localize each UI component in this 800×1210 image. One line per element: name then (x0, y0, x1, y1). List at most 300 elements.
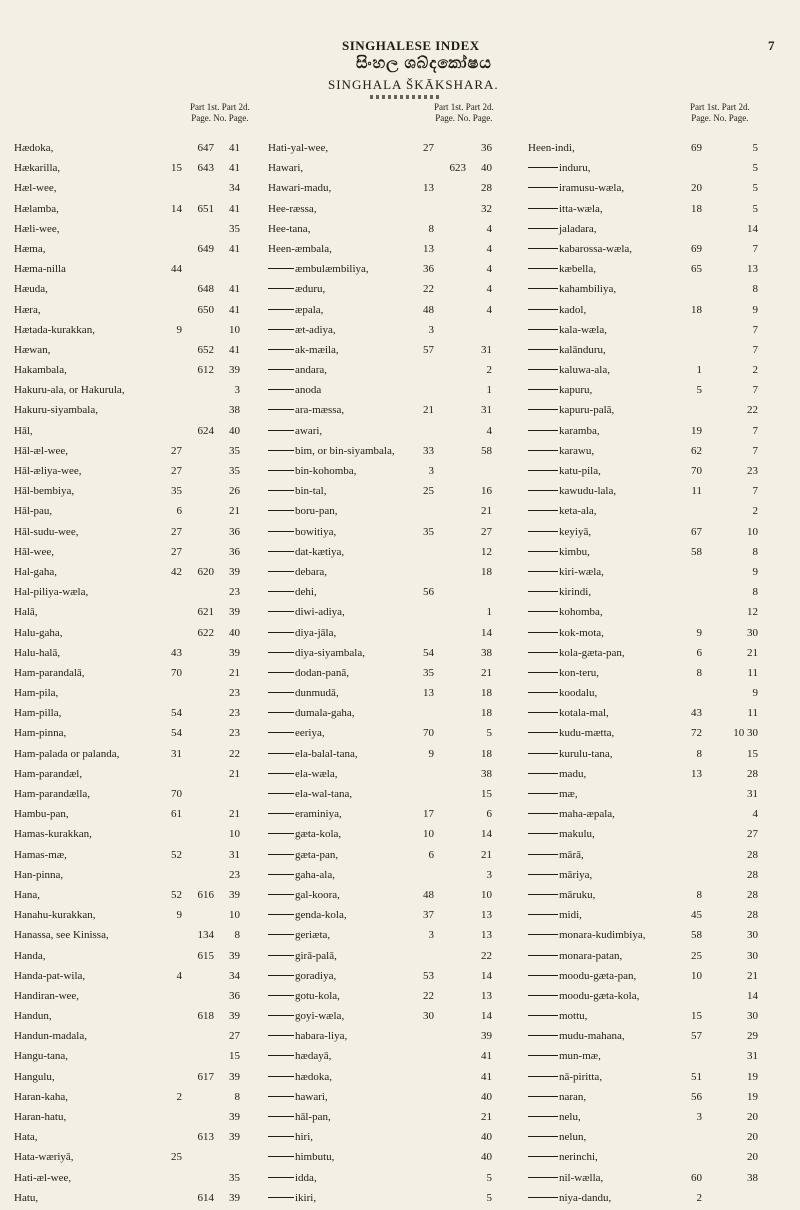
entry-text: æt-adiya, (295, 323, 336, 336)
index-entry (528, 1149, 766, 1169)
index-entry (268, 342, 500, 362)
index-entry (14, 1170, 242, 1190)
index-entry (268, 443, 500, 463)
ditto-dash (528, 409, 558, 410)
entry-term (14, 968, 85, 984)
part2-page: 35 (229, 1171, 240, 1184)
entry-term (268, 826, 341, 842)
ditto-dash (268, 632, 294, 633)
entry-text: karawu, (559, 444, 595, 457)
index-entry (268, 746, 500, 766)
ditto-dash (528, 430, 558, 431)
entry-text: Hati-yal-wee, (268, 142, 329, 154)
ditto-dash (528, 551, 558, 552)
ditto-dash (528, 167, 558, 168)
entry-text: Hal-piliya-wæla, (14, 586, 89, 599)
index-entry (528, 604, 766, 624)
part2-page: 28 (747, 848, 758, 861)
part1-page: 31 (171, 747, 182, 760)
part1-page: 11 (691, 485, 702, 498)
entry-term (528, 1149, 598, 1165)
index-entry (14, 584, 242, 604)
entry-text: monara-kudimbiya, (559, 929, 646, 942)
part2-page: 39 (229, 646, 240, 659)
index-entry (268, 705, 500, 725)
ditto-dash (268, 1177, 294, 1178)
entry-term (528, 544, 590, 560)
entry-term (14, 160, 60, 176)
entry-text: idda, (295, 1171, 317, 1184)
ditto-dash (528, 531, 558, 532)
entry-text: goradiya, (295, 969, 337, 982)
index-entry (14, 160, 242, 180)
entry-term (268, 483, 326, 499)
part2-page: 18 (481, 565, 492, 578)
ditto-dash (268, 1096, 294, 1097)
entry-term (268, 705, 355, 721)
entry-term (268, 342, 339, 358)
index-entry (14, 1149, 242, 1169)
index-entry (268, 1028, 500, 1048)
part2-page: 8 (752, 283, 758, 296)
entry-term (528, 564, 604, 580)
index-entry (268, 907, 500, 927)
entry-text: mæ, (559, 788, 578, 800)
index-entry (528, 746, 766, 766)
part2-number: 615 (197, 949, 214, 962)
part1-page: 8 (696, 747, 702, 760)
part1-page: 17 (423, 808, 434, 821)
entry-text: Hangulu, (14, 1070, 55, 1083)
entry-term (528, 362, 610, 378)
index-entry (528, 1048, 766, 1068)
ditto-dash (528, 712, 558, 713)
entry-text: kapuru, (559, 384, 593, 397)
index-entry (528, 685, 766, 705)
entry-text: hiri, (295, 1131, 314, 1144)
part1-page: 45 (691, 909, 702, 922)
part2-page: 6 (486, 808, 492, 821)
part2-page: 14 (747, 989, 758, 1002)
entry-text: ikiri, (295, 1191, 317, 1204)
index-entry (14, 645, 242, 665)
part2-page: 18 (481, 747, 492, 760)
ditto-dash (528, 995, 558, 996)
index-entry (14, 968, 242, 988)
entry-text: kadol, (559, 303, 587, 316)
part1-page: 52 (171, 848, 182, 861)
part2-page: 4 (486, 283, 492, 296)
index-entry (528, 665, 766, 685)
index-entry (268, 1109, 500, 1129)
part2-page: 21 (229, 666, 240, 679)
entry-term (14, 1028, 87, 1044)
part2-page: 1 (486, 606, 492, 619)
ditto-dash (268, 1035, 294, 1036)
entry-term (528, 705, 609, 721)
index-entry (268, 766, 500, 786)
part2-page: 41 (229, 242, 240, 255)
index-entry (268, 362, 500, 382)
part2-page: 40 (229, 626, 240, 639)
part1-page: 5 (696, 384, 702, 397)
part2-page: 5 (752, 162, 758, 175)
index-entry (268, 564, 500, 584)
entry-term (14, 544, 54, 560)
entry-term (268, 1089, 328, 1105)
entry-text: Hanassa, see Kinissa, (14, 929, 109, 942)
entry-term (268, 847, 338, 863)
entry-text: Hee-ræssa, (268, 202, 317, 215)
entry-text: Hāl-wee, (14, 545, 55, 558)
part1-page: 56 (691, 1090, 702, 1103)
entry-term (528, 503, 597, 519)
part2-page: 21 (747, 969, 758, 982)
entry-text: Ham-pinna, (14, 727, 67, 740)
ornament-rule (370, 95, 442, 99)
index-entry (268, 140, 500, 160)
entry-term (268, 604, 345, 620)
part2-page: 8 (752, 586, 758, 599)
entry-term (528, 887, 595, 903)
part1-page: 9 (428, 747, 434, 760)
entry-term (14, 746, 119, 762)
entry-text: mun-mæ, (559, 1050, 601, 1063)
index-entry (268, 584, 500, 604)
entry-term (528, 645, 625, 661)
entry-term (528, 725, 614, 741)
part1-page: 72 (691, 727, 702, 740)
entry-text: Handun, (14, 1010, 52, 1023)
entry-text: Hangu-tana, (14, 1050, 69, 1063)
part2-number: 652 (197, 343, 214, 356)
entry-term (14, 443, 68, 459)
ditto-dash (268, 753, 294, 754)
index-entry (14, 140, 242, 160)
part2-page: 28 (481, 182, 492, 195)
entry-term (268, 180, 331, 196)
part2-page: 10 (229, 909, 240, 922)
index-entry (14, 887, 242, 907)
part1-page: 3 (428, 465, 434, 477)
part2-page: 30 (747, 929, 758, 942)
entry-term (14, 342, 50, 358)
entry-text: Haran-kaha, (14, 1090, 69, 1103)
entry-text: kirindi, (559, 586, 592, 599)
entry-term (268, 261, 369, 277)
entry-text: bowitiya, (295, 525, 337, 538)
part1-page: 48 (423, 888, 434, 901)
part2-page: 7 (752, 343, 758, 356)
part2-page: 8 (752, 545, 758, 558)
entry-term (528, 281, 616, 297)
part2-page: 21 (481, 666, 492, 679)
entry-term (14, 1170, 71, 1186)
entry-text: dat-kætiya, (295, 545, 345, 558)
entry-text: ara-mæssa, (295, 404, 345, 417)
entry-text: diya-jāla, (295, 626, 337, 639)
part2-page: 21 (229, 505, 240, 518)
index-entry (14, 1129, 242, 1149)
entry-term (268, 645, 365, 661)
ditto-dash (528, 1197, 558, 1198)
entry-term (528, 665, 599, 681)
part2-page: 14 (747, 222, 758, 235)
ditto-dash (528, 632, 558, 633)
part2-page: 11 (747, 666, 758, 679)
entry-text: kon-teru, (559, 666, 600, 679)
part2-page: 13 (481, 989, 492, 1002)
entry-term (528, 160, 590, 176)
entry-text: Hāl-æliya-wee, (14, 465, 82, 477)
index-entry (268, 948, 500, 968)
part2-page: 35 (229, 465, 240, 477)
entry-text: kalānduru, (559, 343, 606, 356)
index-entry (268, 1149, 500, 1169)
entry-term (268, 423, 322, 439)
part2-page: 38 (481, 767, 492, 780)
entry-text: Ham-parandalā, (14, 666, 85, 679)
part2-page: 38 (481, 646, 492, 659)
index-entry (14, 1109, 242, 1129)
part2-number: 647 (197, 142, 214, 154)
index-entry (528, 1008, 766, 1028)
entry-term (14, 201, 59, 217)
part1-page: 65 (691, 263, 702, 276)
part1-page: 58 (691, 545, 702, 558)
part2-page: 40 (481, 1151, 492, 1164)
index-entry (14, 948, 242, 968)
part1-page: 48 (423, 303, 434, 316)
entry-text: nil-wælla, (559, 1171, 604, 1184)
part2-page: 27 (481, 525, 492, 538)
index-entry (528, 1190, 766, 1210)
index-entry (14, 1069, 242, 1089)
entry-term (528, 463, 601, 479)
index-entry (268, 968, 500, 988)
entry-text: maha-æpala, (559, 808, 615, 821)
index-entry (14, 625, 242, 645)
ditto-dash (528, 389, 558, 390)
ditto-dash (528, 692, 558, 693)
entry-term (528, 322, 607, 338)
entry-term (528, 302, 586, 318)
part2-page: 18 (481, 687, 492, 700)
part2-page: 41 (481, 1070, 492, 1083)
index-entry (528, 180, 766, 200)
part1-page: 27 (171, 444, 182, 457)
part2-page: 39 (229, 1111, 240, 1123)
index-entry (268, 503, 500, 523)
entry-term (14, 604, 38, 620)
entry-term (268, 907, 347, 923)
entry-term (528, 1069, 602, 1085)
entry-term (268, 1170, 317, 1186)
entry-term (268, 786, 352, 802)
entry-term (268, 322, 336, 338)
column-header: Part 1st. Part 2d. Page. No. Page. (434, 102, 494, 123)
entry-text: kohomba, (559, 606, 603, 619)
entry-term (14, 483, 74, 499)
index-entry (268, 927, 500, 947)
entry-text: goyi-wæla, (295, 1010, 345, 1023)
ditto-dash (268, 389, 294, 390)
part2-page: 21 (481, 848, 492, 861)
index-entry (528, 867, 766, 887)
entry-term (14, 1109, 66, 1125)
part2-page: 36 (229, 989, 240, 1002)
entry-term (268, 1129, 313, 1145)
part2-page: 4 (752, 808, 758, 821)
part2-page: 5 (752, 182, 758, 195)
part2-page: 19 (747, 1070, 758, 1083)
entry-text: kabarossa-wæla, (559, 242, 633, 255)
index-entry (14, 524, 242, 544)
index-entry (528, 645, 766, 665)
index-entry (528, 968, 766, 988)
entry-text: koodalu, (559, 687, 598, 700)
ditto-dash (268, 894, 294, 895)
index-entry (14, 221, 242, 241)
index-entry (14, 1190, 242, 1210)
part2-page: 15 (747, 747, 758, 760)
part2-number: 134 (197, 929, 214, 942)
ditto-dash (528, 329, 558, 330)
ditto-dash (528, 955, 558, 956)
column-header: Part 1st. Part 2d. Page. No. Page. (690, 102, 750, 123)
entry-term (268, 201, 317, 217)
index-entry (268, 625, 500, 645)
part2-page: 8 (234, 929, 240, 942)
ditto-dash (528, 975, 558, 976)
part2-page: 41 (229, 202, 240, 215)
ditto-dash (528, 470, 558, 471)
entry-text: æpala, (295, 303, 324, 316)
entry-text: Ham-parandælla, (14, 788, 91, 800)
index-entry (14, 988, 242, 1008)
part2-page: 2 (752, 505, 758, 518)
part2-number: 614 (197, 1191, 214, 1204)
part2-page: 3 (486, 868, 492, 881)
ditto-dash (528, 1096, 558, 1097)
entry-text: dumala-gaha, (295, 707, 355, 720)
entry-text: Hāl-bembiya, (14, 485, 75, 498)
entry-term (268, 685, 339, 701)
entry-text: Ham-palada or palanda, (14, 747, 120, 760)
index-entry (14, 564, 242, 584)
index-entry (528, 503, 766, 523)
entry-text: diwi-adiya, (295, 606, 345, 619)
ditto-dash (268, 571, 294, 572)
entry-term (14, 988, 79, 1004)
entry-term (528, 927, 645, 943)
index-entry (14, 725, 242, 745)
entry-term (268, 402, 344, 418)
index-entry (528, 1089, 766, 1109)
index-entry (268, 544, 500, 564)
index-entry (528, 1028, 766, 1048)
part2-number: 616 (197, 888, 214, 901)
part1-page: 2 (176, 1090, 182, 1103)
index-entry (268, 281, 500, 301)
part2-page: 58 (481, 444, 492, 457)
ditto-dash (268, 1136, 294, 1137)
entry-term (268, 665, 349, 681)
entry-term (528, 382, 592, 398)
part2-page: 9 (752, 303, 758, 316)
ditto-dash (528, 450, 558, 451)
ditto-dash (268, 1116, 294, 1117)
entry-term (268, 725, 325, 741)
part2-page: 23 (747, 465, 758, 477)
entry-term (268, 1190, 316, 1206)
index-entry (528, 625, 766, 645)
entry-term (14, 685, 58, 701)
index-entry (528, 725, 766, 745)
index-entry (14, 1028, 242, 1048)
part2-page: 40 (481, 1131, 492, 1144)
entry-term (528, 483, 616, 499)
index-entry (14, 665, 242, 685)
part1-page: 15 (171, 162, 182, 175)
entry-text: Ham-pila, (14, 687, 59, 700)
entry-term (528, 948, 622, 964)
part1-page: 70 (691, 465, 702, 477)
index-column-3 (528, 140, 766, 1210)
ditto-dash (268, 369, 294, 370)
entry-term (528, 847, 584, 863)
entry-term (268, 968, 336, 984)
ditto-dash (268, 995, 294, 996)
part2-page: 3 (234, 384, 240, 397)
index-entry (528, 342, 766, 362)
part1-page: 57 (423, 343, 434, 356)
part2-number: 648 (197, 283, 214, 296)
part2-page: 10 (481, 888, 492, 901)
part2-page: 7 (752, 444, 758, 457)
entry-term (14, 705, 61, 721)
index-entry (528, 201, 766, 221)
part2-page: 34 (229, 969, 240, 982)
part1-page: 10 (423, 828, 434, 841)
entry-term (268, 948, 337, 964)
part2-page: 34 (229, 182, 240, 195)
entry-text: Hāl-æl-wee, (14, 444, 69, 457)
part1-page: 53 (423, 969, 434, 982)
entry-text: Hæwan, (14, 343, 51, 356)
part2-page: 39 (229, 565, 240, 578)
entry-text: Hāl, (14, 424, 33, 437)
entry-term (268, 140, 328, 156)
ditto-dash (268, 793, 294, 794)
entry-term (528, 584, 591, 600)
index-entry (528, 544, 766, 564)
part2-page: 36 (481, 142, 492, 154)
part1-page: 13 (691, 767, 702, 780)
part2-page: 38 (229, 404, 240, 417)
ditto-dash (528, 1136, 558, 1137)
part2-page: 2 (752, 364, 758, 377)
ditto-dash (268, 854, 294, 855)
entry-term (268, 766, 337, 782)
entry-text: induru, (559, 162, 591, 175)
index-entry (14, 302, 242, 322)
part2-page: 5 (486, 1191, 492, 1204)
index-entry (268, 524, 500, 544)
ditto-dash (528, 1055, 558, 1056)
part2-page: 19 (747, 1090, 758, 1103)
part1-page: 43 (691, 707, 702, 720)
